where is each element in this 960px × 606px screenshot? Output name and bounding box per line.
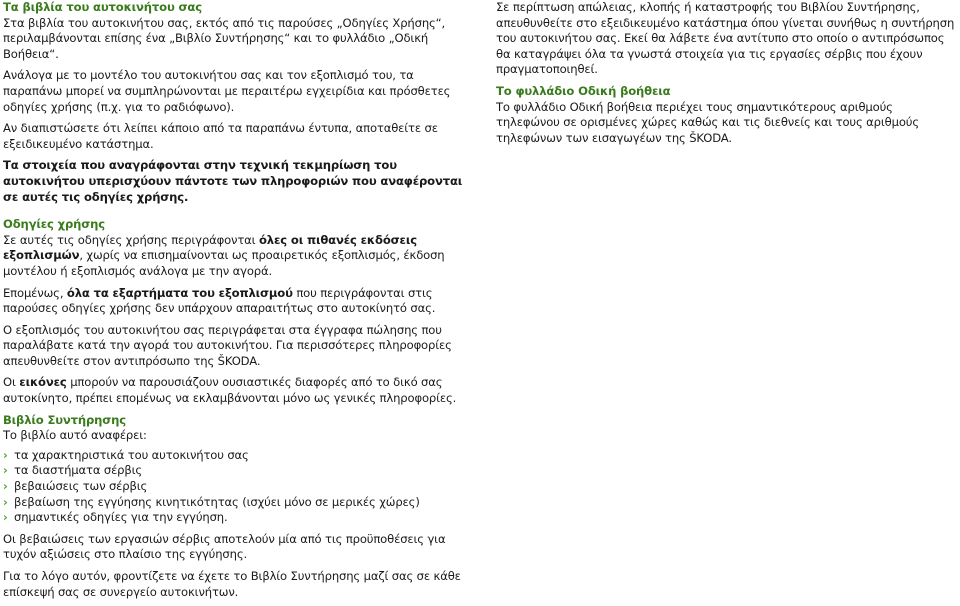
car-books-heading: Τα βιβλία του αυτοκινήτου σας: [3, 0, 202, 14]
manual-text-1: Σε αυτές τις οδηγίες χρήσης περιγράφονται: [3, 232, 259, 247]
list-item: › βεβαιώσεις των σέρβις: [3, 479, 148, 494]
chevron-right-icon: ›: [3, 447, 8, 462]
chevron-right-icon: ›: [3, 494, 8, 509]
list-item: › τα χαρακτηριστικά του αυτοκινήτου σας: [3, 447, 249, 462]
manual-section: [3, 217, 469, 279]
car-books-section: [3, 0, 469, 62]
service-confirm-paragraph: Οι βεβαιώσεις των εργασιών σέρβις αποτελούν μία από τις προϋποθέσεις για τυχόν αξιώσεις στο πλαίσιο της εγγύησης.: [3, 531, 446, 562]
service-list: [3, 448, 469, 526]
list-item: › σημαντικές οδηγίες για την εγγύηση.: [3, 510, 228, 525]
accessories-paragraph: [3, 286, 469, 317]
accessories-text-bold: όλα τα εξαρτήματα του εξοπλισμού: [66, 285, 293, 300]
images-text-1: Οι: [3, 375, 20, 390]
manual-text-2: , χωρίς να επισημαίνονται ως προαιρετικός εξοπλισμός, έκδοση μοντέλου ή εξοπλισμός ανάλογα με την αγορά.: [3, 248, 445, 278]
roadside-section: [496, 84, 956, 146]
car-books-text: Στα βιβλία του αυτοκινήτου σας, εκτός από τις παρούσες „Οδηγίες Χρήσης“, περιλαμβάνονται επίσης ένα „Βιβλίο Συντήρησης“ και το φυλλάδιο „Οδική Βοήθεια“.: [3, 15, 446, 61]
list-item: › βεβαίωση της εγγύησης κινητικότητας (ισχύει μόνο σε μερικές χώρες): [3, 494, 420, 509]
images-paragraph: [3, 375, 469, 406]
list-item: › τα διαστήματα σέρβις: [3, 463, 143, 478]
manual-text-bold: όλες οι πιθανές εκδόσεις εξοπλισμών: [3, 232, 417, 263]
service-book-heading: Βιβλίο Συντήρησης: [3, 412, 126, 427]
service-intro: Το βιβλίο αυτό αναφέρει:: [3, 428, 147, 443]
roadside-text: Το φυλλάδιο Οδική βοήθεια περιέχει τους σημαντικότερους αριθμούς τηλεφώνου σε ορισμένες χώρες καθώς και τις διεθνείς και τους αριθμούς τηλεφώνων των εισαγωγέων της ŠKODA.: [496, 99, 919, 145]
images-text-2: μπορούν να παρουσιάζουν ουσιαστικές διαφορές από το δικό σας αυτοκίνητο, πρέπει επομένως να εκλαμβάνονται μόνο ως γενικές πληροφορίες.: [3, 375, 457, 406]
roadside-heading: Το φυλλάδιο Οδική βοήθεια: [496, 83, 671, 98]
loss-paragraph: Σε περίπτωση απώλειας, κλοπής ή καταστροφής του Βιβλίου Συντήρησης, απευθυνθείτε στο εξειδικευμένο κατάστημα όπου γίνεται συνήθως η συντήρηση του αυτοκινήτου σας. Εκεί θα λάβετε ένα αντίτυπο στο οποίο ο αντιπρόσωπος θα καταγράψει όλα τα γνωστά στοιχεία για τις εργασίες σέρβις που έχουν πραγματοποιηθεί.: [496, 0, 955, 77]
service-carry-paragraph: Για το λόγο αυτόν, φροντίζετε να έχετε το Βιβλίο Συντήρησης μαζί σας σε κάθε επίσκεψή σας σε συνεργείο αυτοκινήτων.: [3, 569, 461, 599]
documentation-notice: Τα στοιχεία που αναγράφονται στην τεχνική τεκμηρίωση του αυτοκινήτου υπερισχύουν πάντοτε των πληροφοριών που αναφέρονται σε αυτές τις οδηγίες χρήσης.: [3, 158, 463, 204]
chevron-right-icon: ›: [3, 510, 8, 525]
model-paragraph: Ανάλογα με το μοντέλο του αυτοκινήτου σας και τον εξοπλισμό του, τα παραπάνω μπορεί να συμπληρώνονται με περαιτέρω εγχειρίδια και πρόσθετες οδηγίες χρήσης (π.χ. για το ραδιόφωνο).: [3, 68, 451, 114]
left-column: [3, 0, 469, 606]
equipment-paragraph: Ο εξοπλισμός του αυτοκινήτου σας περιγράφεται στα έγγραφα πώλησης που παραλάβατε κατά την αγορά του αυτοκινήτου. Για περισσότερες πληροφορίες απευθυνθείτε στον αντιπρόσωπο της ŠKODA.: [3, 322, 452, 368]
accessories-text-2: που περιγράφονται στις παρούσες οδηγίες χρήσης δεν υπάρχουν απαραιτήτως στο αυτοκίνητό σας.: [3, 285, 436, 316]
service-book-section: [3, 413, 469, 444]
right-column: [496, 0, 956, 152]
accessories-text-1: Επομένως,: [3, 285, 67, 300]
manual-heading: Οδηγίες χρήσης: [3, 217, 105, 232]
missing-paragraph: Αν διαπιστώσετε ότι λείπει κάποιο από τα παραπάνω έντυπα, αποταθείτε σε εξειδικευμένο κατάστημα.: [3, 121, 438, 151]
images-text-bold: εικόνες: [19, 375, 67, 390]
chevron-right-icon: ›: [3, 463, 8, 478]
chevron-right-icon: ›: [3, 479, 8, 494]
